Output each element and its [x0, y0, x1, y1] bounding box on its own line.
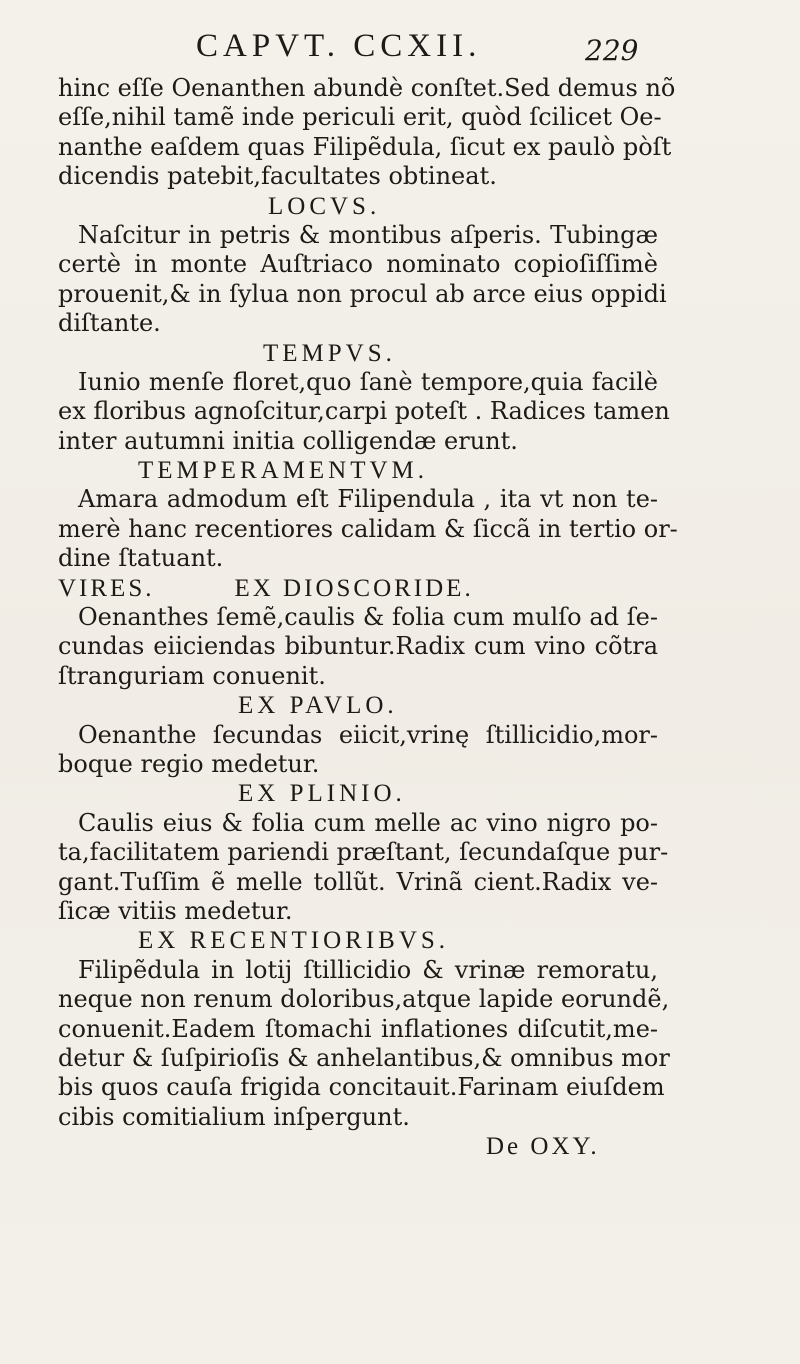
text-line: cibis comitialium inſpergunt.	[58, 1102, 410, 1131]
text-line: Filipẽdula in lotij ſtillicidio & vrinæ remoratu,	[78, 955, 658, 984]
text-line: eſſe,nihil tamẽ inde periculi erit, quòd ſcilicet Oe-	[58, 103, 662, 132]
section-heading-vires	[58, 574, 658, 603]
section-heading-tempvs: TEMPVS.	[263, 339, 396, 367]
running-head	[0, 18, 800, 67]
text-line: ſicæ vitiis medetur.	[58, 896, 293, 925]
text-line: boque regio medetur.	[58, 749, 320, 778]
text-line: neque non renum doloribus,atque lapide eorundẽ,	[58, 985, 670, 1014]
page-number: 229	[585, 34, 639, 67]
text-line: hinc eſſe Oenanthen abundè conſtet.Sed demus nõ	[58, 74, 676, 102]
section-heading-locvs: LOCVS.	[268, 192, 381, 220]
section-heading-plinio: EX PLINIO.	[238, 780, 406, 808]
chapter-title: CAPVT. CCXII.	[196, 28, 482, 64]
text-line: merè hanc recentiores calidam & ſiccã in tertio or-	[58, 514, 678, 543]
text-line: conuenit.Eadem ſtomachi inflationes diſcutit,me-	[58, 1014, 658, 1043]
heading-dioscoride: EX DIOSCORIDE.	[234, 574, 474, 602]
text-line: gant.Tuſſim ẽ melle tollũt. Vrinã cient.Radix ve-	[58, 867, 658, 896]
section-heading-temperamentvm: TEMPERAMENTVM.	[138, 457, 429, 485]
text-line: Oenanthe ſecundas eiicit,vrinę ſtillicidio,mor-	[78, 720, 658, 749]
text-line: Iunio menſe floret,quo ſanè tempore,quia facilè	[78, 367, 658, 396]
text-line: diſtante.	[58, 309, 161, 338]
text-line: ſtranguriam conuenit.	[58, 661, 326, 690]
text-line: ex floribus agnoſcitur,carpi poteſt . Radices tamen	[58, 397, 670, 426]
text-line: inter autumni initia colligendæ erunt.	[58, 426, 518, 455]
text-line: bis quos cauſa frigida concitauit.Farinam eiuſdem	[58, 1073, 665, 1102]
text-line: nanthe eaſdem quas Filipẽdula, ſicut ex paulò pòſt	[58, 132, 672, 161]
heading-vires: VIRES.	[58, 574, 155, 602]
text-line: Oenanthes ſemẽ,caulis & folia cum mulſo ad ſe-	[78, 603, 658, 632]
text-line: detur & ſuſpirioſis & anhelantibus,& omnibus mor	[58, 1043, 670, 1072]
text-line: certè in monte Auſtriaco nominato copioſiſſimè	[58, 250, 658, 279]
main-text	[58, 74, 678, 1161]
section-heading-recentioribvs: EX RECENTIORIBVS.	[138, 927, 450, 955]
text-line: Naſcitur in petris & montibus aſperis. Tubingæ	[78, 220, 658, 249]
text-line: prouenit,& in ſylua non procul ab arce eius oppidi	[58, 279, 667, 308]
section-heading-pavlo: EX PAVLO.	[238, 692, 398, 720]
text-line: Caulis eius & folia cum melle ac vino nigro po-	[78, 808, 658, 837]
text-line: dicendis patebit,facultates obtineat.	[58, 162, 497, 191]
text-line: cundas eiiciendas bibuntur.Radix cum vino cõtra	[58, 632, 658, 661]
catchword-line	[58, 1132, 658, 1161]
text-line: ta,facilitatem pariendi præſtant, ſecundaſque pur-	[58, 838, 669, 867]
text-line: Amara admodum eſt Filipendula , ita vt non te-	[78, 485, 658, 514]
text-line: dine ſtatuant.	[58, 544, 224, 573]
catchword: De OXY.	[486, 1133, 600, 1161]
